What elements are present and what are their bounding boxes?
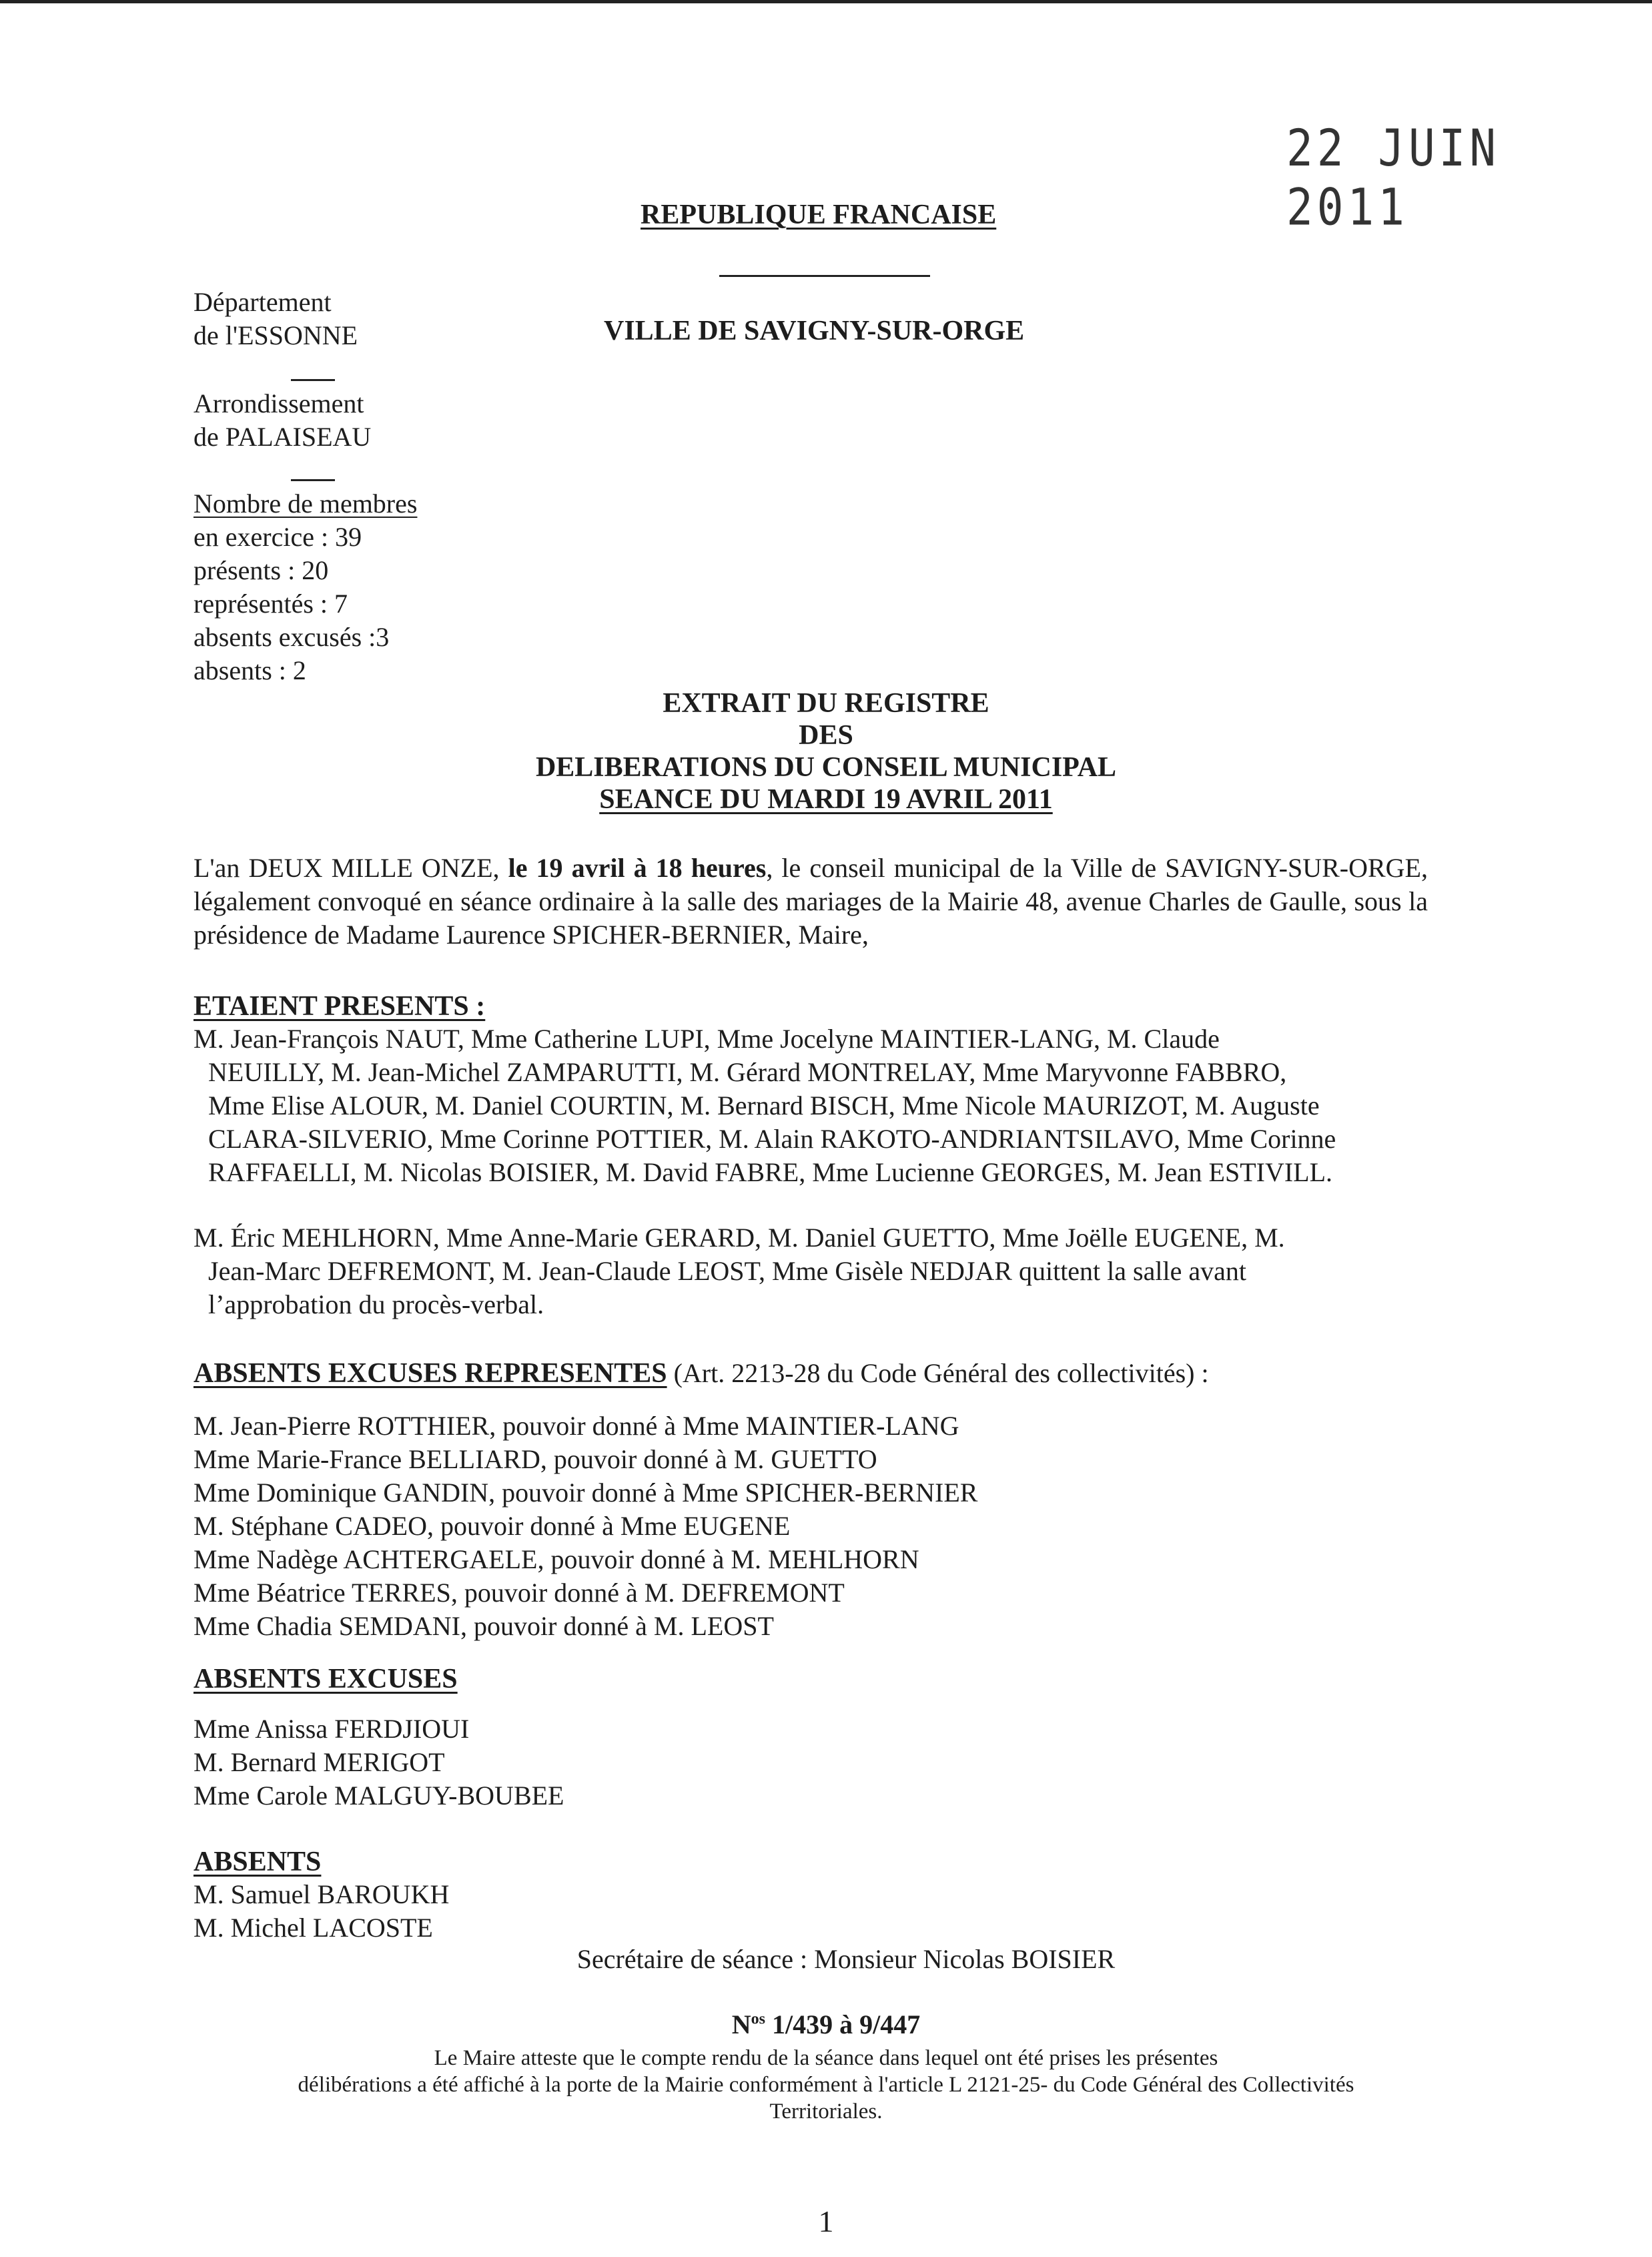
absent-member: M. Michel LACOSTE	[193, 1913, 433, 1943]
departement-label: Département	[193, 287, 332, 317]
presents-line: Mme Elise ALOUR, M. Daniel COURTIN, M. Bernard BISCH, Mme Nicole MAURIZOT, M. Auguste	[208, 1090, 1320, 1120]
departement-value: de l'ESSONNE	[193, 320, 358, 350]
departement-block	[193, 286, 358, 352]
arrondissement-value: de PALAISEAU	[193, 422, 372, 452]
scan-top-border	[0, 0, 1652, 3]
intro-paragraph	[193, 852, 1428, 952]
intro-text-start: L'an DEUX MILLE ONZE,	[193, 853, 508, 883]
attestation-note	[0, 2045, 1652, 2125]
departures-note	[193, 1221, 1285, 1321]
presents-heading: ETAIENT PRESENTS :	[193, 991, 486, 1022]
proxy-line: M. Jean-Pierre ROTTHIER, pouvoir donné à Mme MAINTIER-LANG	[193, 1411, 959, 1441]
membres-block	[193, 487, 417, 687]
membres-exercice: en exercice : 39	[193, 522, 362, 552]
intro-text-end: , le conseil municipal de la Ville de SAVIGNY-SUR-ORGE, légalement convoqué en séance ordinaire à la salle des mariages de la Mairie 48, avenue Charles de Gaulle, sous la présidence de Madame Laurence SPICHER-BERNIER, Maire,	[193, 853, 1428, 950]
title-line-3: DELIBERATIONS DU CONSEIL MUNICIPAL	[535, 752, 1117, 783]
membres-presents: présents : 20	[193, 555, 329, 585]
proxy-line: Mme Béatrice TERRES, pouvoir donné à M. DEFREMONT	[193, 1578, 845, 1608]
excused-heading: ABSENTS EXCUSES	[193, 1664, 458, 1694]
numbers-sup: os	[751, 2010, 765, 2028]
excused-member: M. Bernard MERIGOT	[193, 1747, 445, 1777]
arrondissement-label: Arrondissement	[193, 388, 364, 418]
absent-list	[193, 1878, 449, 1945]
proxy-line: Mme Chadia SEMDANI, pouvoir donné à M. LEOST	[193, 1611, 774, 1641]
absent-member: M. Samuel BAROUKH	[193, 1879, 450, 1909]
represented-legal-ref: (Art. 2213-28 du Code Général des collectivités) :	[667, 1358, 1209, 1388]
session-date-heading: SEANCE DU MARDI 19 AVRIL 2011	[599, 784, 1053, 815]
proxy-line: M. Stéphane CADEO, pouvoir donné à Mme EUGENE	[193, 1511, 791, 1541]
document-title	[0, 687, 1652, 816]
proxy-line: Mme Marie-France BELLIARD, pouvoir donné à M. GUETTO	[193, 1444, 877, 1474]
republic-heading: REPUBLIQUE FRANCAISE	[641, 200, 997, 230]
intro-date-time: le 19 avril à 18 heures	[508, 853, 767, 883]
numbers-range: 1/439 à 9/447	[765, 2009, 921, 2039]
represented-list	[193, 1409, 977, 1643]
numbers-prefix: N	[731, 2009, 751, 2039]
presents-list	[193, 1022, 1336, 1189]
attestation-line: Territoriales.	[769, 2100, 883, 2124]
title-line-1: EXTRAIT DU REGISTRE	[663, 688, 989, 719]
excused-list	[193, 1712, 564, 1813]
presents-line: M. Jean-François NAUT, Mme Catherine LUPI, Mme Jocelyne MAINTIER-LANG, M. Claude	[193, 1024, 1220, 1054]
dash-separator	[291, 379, 335, 381]
arrondissement-block	[193, 387, 371, 454]
departures-line: Jean-Marc DEFREMONT, M. Jean-Claude LEOST, Mme Gisèle NEDJAR quittent la salle avant	[208, 1256, 1246, 1286]
excused-member: Mme Carole MALGUY-BOUBEE	[193, 1781, 564, 1811]
deliberation-numbers	[0, 2009, 1652, 2040]
presents-line: NEUILLY, M. Jean-Michel ZAMPARUTTI, M. Gérard MONTRELAY, Mme Maryvonne FABBRO,	[208, 1057, 1287, 1087]
presents-line: CLARA-SILVERIO, Mme Corinne POTTIER, M. Alain RAKOTO-ANDRIANTSILAVO, Mme Corinne	[208, 1124, 1336, 1154]
proxy-line: Mme Dominique GANDIN, pouvoir donné à Mme SPICHER-BERNIER	[193, 1478, 978, 1508]
dash-separator	[291, 479, 335, 481]
city-heading: VILLE DE SAVIGNY-SUR-ORGE	[604, 316, 1025, 346]
header-divider	[719, 275, 930, 277]
represented-heading-row	[193, 1357, 1209, 1389]
represented-heading: ABSENTS EXCUSES REPRESENTES	[193, 1358, 667, 1389]
departures-line: l’approbation du procès-verbal.	[208, 1289, 544, 1319]
page-number: 1	[818, 2204, 834, 2238]
presents-line: RAFFAELLI, M. Nicolas BOISIER, M. David FABRE, Mme Lucienne GEORGES, M. Jean ESTIVILL.	[208, 1157, 1333, 1187]
membres-representes: représentés : 7	[193, 589, 348, 619]
absent-heading: ABSENTS	[193, 1847, 322, 1877]
membres-excuses: absents excusés :3	[193, 622, 390, 652]
excused-member: Mme Anissa FERDJIOUI	[193, 1714, 470, 1744]
membres-title: Nombre de membres	[193, 489, 418, 519]
date-stamp: 22 JUIN 2011	[1286, 119, 1501, 238]
departures-line: M. Éric MEHLHORN, Mme Anne-Marie GERARD, M. Daniel GUETTO, Mme Joëlle EUGENE, M.	[193, 1223, 1285, 1253]
title-line-2: DES	[799, 720, 853, 751]
proxy-line: Mme Nadège ACHTERGAELE, pouvoir donné à M. MEHLHORN	[193, 1544, 919, 1574]
membres-absents: absents : 2	[193, 655, 306, 685]
attestation-line: délibérations a été affiché à la porte de la Mairie conformément à l'article L 2121-25- du Code Général des Collectivités	[298, 2073, 1354, 2097]
attestation-line: Le Maire atteste que le compte rendu de la séance dans lequel ont été prises les présentes	[434, 2046, 1218, 2070]
session-secretary: Secrétaire de séance : Monsieur Nicolas BOISIER	[576, 1944, 1116, 1974]
